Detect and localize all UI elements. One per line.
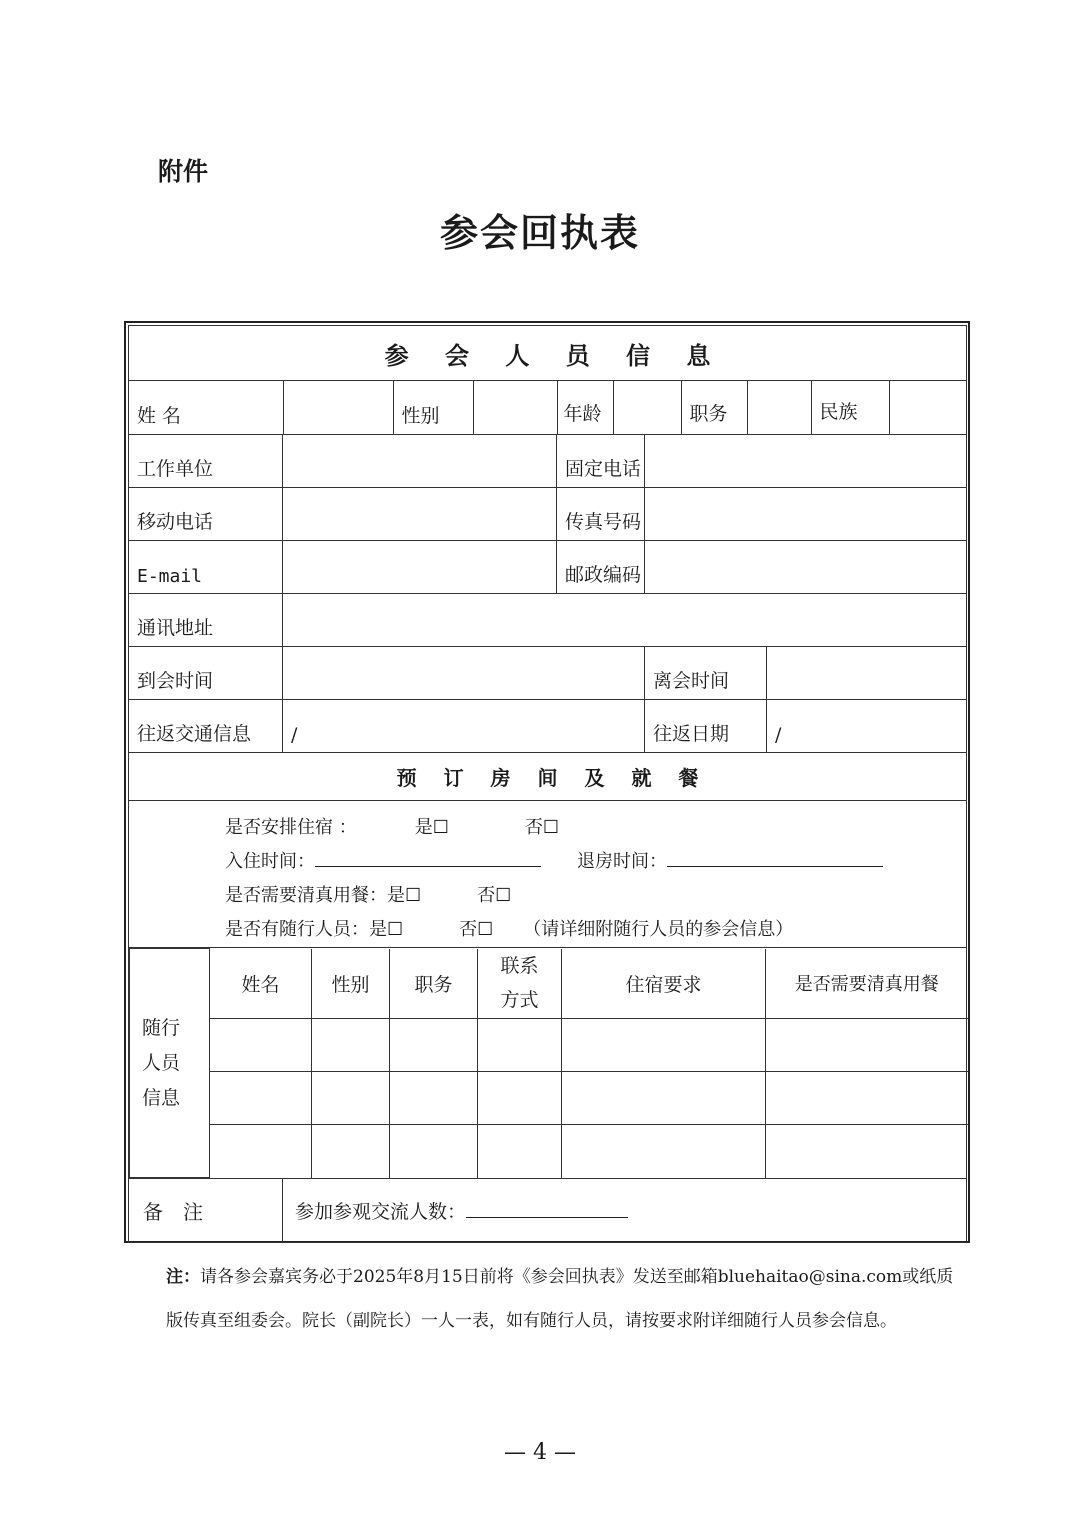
mobile-label: 移动电话	[129, 488, 283, 541]
email-label: E-mail	[129, 541, 283, 594]
lodging-question: 是否安排住宿 ：	[225, 817, 357, 838]
postcode-label: 邮政编码	[557, 541, 645, 594]
name-input[interactable]	[283, 381, 393, 434]
attachment-label: 附件	[158, 157, 209, 186]
lodging-no-checkbox[interactable]: 否☐	[524, 817, 560, 838]
companion-note: （请详细附随行人员的参会信息）	[523, 919, 794, 940]
form-title: 参会回执表	[439, 211, 640, 255]
position-input[interactable]	[747, 381, 811, 434]
checkin-input[interactable]	[315, 846, 541, 867]
transport-input[interactable]: /	[283, 700, 645, 753]
visit-count-label: 参加参观交流人数：	[295, 1201, 467, 1223]
postcode-input[interactable]	[645, 541, 967, 594]
companion-side-label: 随行 人员 信息	[130, 949, 210, 1178]
checkin-label: 入住时间：	[225, 851, 315, 872]
halal-question[interactable]: 是否需要清真用餐：是☐	[225, 885, 422, 906]
checkout-label: 退房时间：	[577, 851, 667, 872]
halal-no-checkbox[interactable]: 否☐	[477, 885, 512, 906]
companion-header-gender: 性别	[312, 949, 390, 1019]
travel-dates-input[interactable]: /	[767, 700, 967, 753]
remarks-label: 备 注	[129, 1179, 283, 1243]
fax-label: 传真号码	[557, 488, 645, 541]
ethnicity-input[interactable]	[889, 381, 967, 434]
departure-label: 离会时间	[645, 647, 767, 700]
companion-header-halal: 是否需要清真用餐	[766, 949, 968, 1019]
name-label: 姓 名	[129, 381, 283, 434]
companion-header-lodging: 住宿要求	[562, 949, 766, 1019]
transport-label: 往返交通信息	[129, 700, 283, 753]
fax-input[interactable]	[645, 488, 967, 541]
mobile-input[interactable]	[283, 488, 557, 541]
landline-input[interactable]	[645, 435, 967, 488]
registration-form-table	[128, 325, 967, 1243]
age-label: 年龄	[557, 381, 613, 434]
remarks-cell	[283, 1179, 967, 1243]
position-label: 职务	[681, 381, 747, 434]
ethnicity-label: 民族	[811, 381, 889, 434]
gender-label: 性别	[393, 381, 473, 434]
table-row	[130, 1125, 968, 1178]
companion-question[interactable]: 是否有随行人员：是☐	[225, 919, 404, 940]
companion-header-position: 职务	[390, 949, 478, 1019]
landline-label: 固定电话	[557, 435, 645, 488]
address-input[interactable]	[283, 594, 967, 647]
footnote-prefix: 注：	[166, 1267, 200, 1287]
work-unit-label: 工作单位	[129, 435, 283, 488]
footnote-text: 请各参会嘉宾务必于2025年8月15日前将《参会回执表》发送至邮箱bluehaitao@sina.com或纸质版传真至组委会。院长（副院长）一人一表，如有随行人员，请按要求附详细随行人员参会信息。	[166, 1267, 954, 1331]
checkout-input[interactable]	[667, 846, 883, 867]
lodging-yes-checkbox[interactable]: 是☐	[414, 817, 449, 838]
arrival-input[interactable]	[283, 647, 645, 700]
address-label: 通讯地址	[129, 594, 283, 647]
companion-no-checkbox[interactable]: 否☐	[459, 919, 494, 940]
gender-input[interactable]	[473, 381, 557, 434]
work-unit-input[interactable]	[283, 435, 557, 488]
section-participant-info: 参 会 人 员 信 息	[129, 326, 967, 381]
travel-dates-label: 往返日期	[645, 700, 767, 753]
section-booking: 预 订 房 间 及 就 餐	[129, 753, 967, 801]
arrival-label: 到会时间	[129, 647, 283, 700]
visit-count-input[interactable]	[466, 1197, 628, 1218]
age-input[interactable]	[613, 381, 681, 434]
companion-header-contact: 联系 方式	[478, 949, 562, 1019]
departure-input[interactable]	[767, 647, 967, 700]
table-row	[130, 1072, 968, 1125]
footnote	[166, 1255, 956, 1343]
table-row	[130, 1019, 968, 1072]
email-input[interactable]	[283, 541, 557, 594]
companion-header-name: 姓名	[210, 949, 312, 1019]
booking-block	[129, 801, 967, 948]
page-number: — 4 —	[504, 1440, 576, 1465]
